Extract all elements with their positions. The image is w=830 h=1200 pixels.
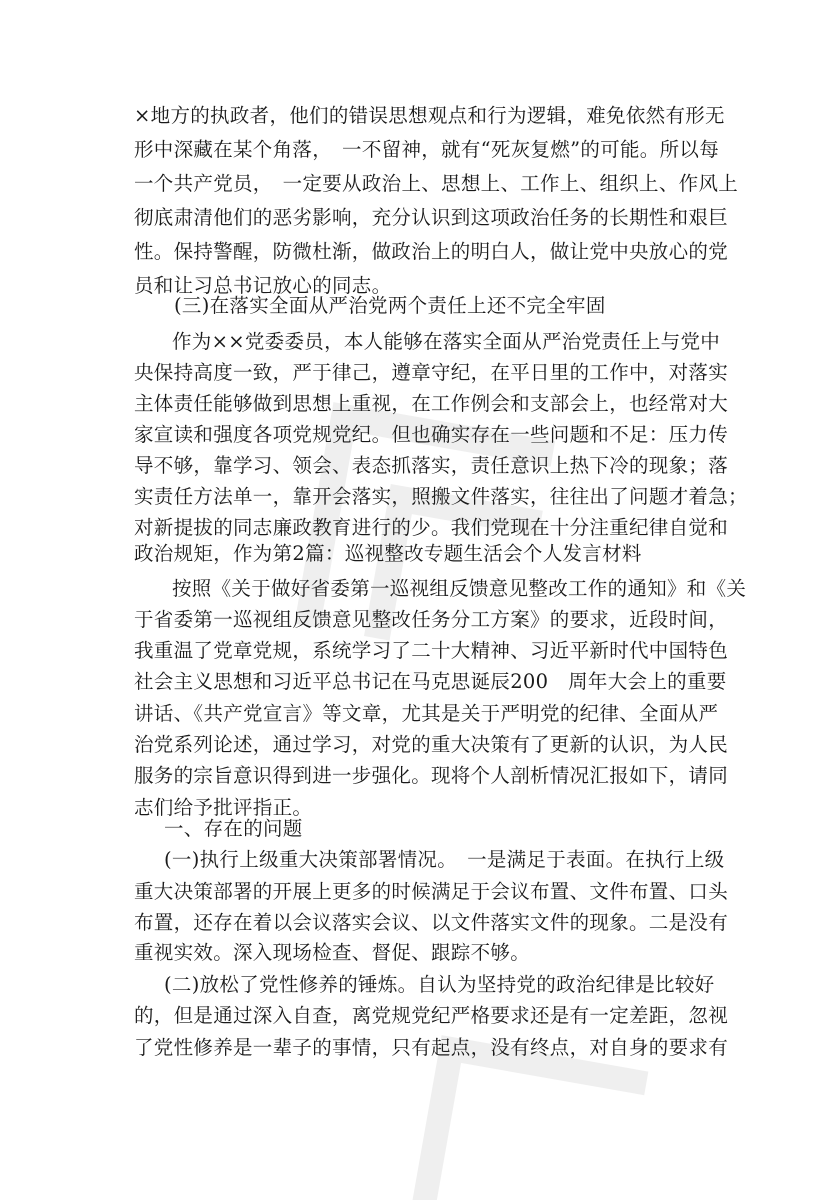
paragraph-line: 性。保持警醒，防微杜渐，做政治上的明白人，做让党中央放心的党 <box>134 240 729 263</box>
paragraph-line: 形中深藏在某个角落， 一不留神，就有“死灰复燃”的可能。所以每 <box>134 138 719 161</box>
paragraph-line: 重视实效。深入现场检查、督促、跟踪不够。 <box>134 941 531 964</box>
paragraph-line: 的，但是通过深入自查，离党规党纪严格要求还是有一定差距，忽视 <box>134 1004 729 1027</box>
paragraph-line: 社会主义思想和习近平总书记在马克思诞辰200 周年大会上的重要 <box>134 670 727 693</box>
paragraph-line: 服务的宗旨意识得到进一步强化。现将个人剖析情况汇报如下，请同 <box>134 764 729 787</box>
paragraph-line: 了党性修养是一辈子的事情，只有起点，没有终点，对自身的要求有 <box>134 1036 729 1059</box>
paragraph-line: 彻底肃清他们的恶劣影响，充分认识到这项政治任务的长期性和艰巨 <box>134 206 729 229</box>
paragraph-line: 主体责任能够做到思想上重视，在工作例会和支部会上，也经常对大 <box>134 392 729 415</box>
section-heading: 一、存在的问题 <box>164 817 303 840</box>
paragraph-line: 央保持高度一致，严于律己，遵章守纪，在平日里的工作中，对落实 <box>134 361 729 384</box>
paragraph-line: 家宣读和强度各项党规党纪。但也确实存在一些问题和不足：压力传 <box>134 423 729 446</box>
paragraph-line: 重大决策部署的开展上更多的时候满足于会议布置、文件布置、口头 <box>134 880 729 903</box>
paragraph-line: 员和让习总书记放心的同志。 <box>134 274 392 297</box>
paragraph-line: 导不够，靠学习、领会、表态抓落实，责任意识上热下冷的现象；落 <box>134 454 729 477</box>
section-heading: (三)在落实全面从严治党两个责任上还不完全牢固 <box>174 294 606 317</box>
paragraph-line: 政治规矩，作为第2篇：巡视整改专题生活会个人发言材料 <box>134 542 642 565</box>
paragraph-line: 讲话、《共产党宣言》等文章，尤其是关于严明党的纪律、全面从严 <box>134 702 719 725</box>
paragraph-line: 一个共产党员， 一定要从政治上、思想上、工作上、组织上、作风上 <box>134 172 739 195</box>
paragraph-line: ×地方的执政者，他们的错误思想观点和行为逻辑，难免依然有形无 <box>134 104 725 127</box>
paragraph-line: 实责任方法单一，靠开会落实，照搬文件落实，往往出了问题才着急； <box>134 485 748 508</box>
paragraph-line: 治党系列论述，通过学习，对党的重大决策有了更新的认识，为人民 <box>134 733 729 756</box>
paragraph-line: (一)执行上级重大决策部署情况。 一是满足于表面。在执行上级 <box>164 848 725 871</box>
paragraph-line: 志们给予批评指正。 <box>134 796 313 819</box>
paragraph-line: 于省委第一巡视组反馈意见整改任务分工方案》的要求，近段时间， <box>134 608 729 631</box>
paragraph-line: 作为××党委委员，本人能够在落实全面从严治党责任上与党中 <box>172 330 721 353</box>
paragraph-line: 按照《关于做好省委第一巡视组反馈意见整改工作的通知》和《关 <box>172 577 747 600</box>
paragraph-line: 布置，还存在着以会议落实会议、以文件落实文件的现象。二是没有 <box>134 911 729 934</box>
paragraph-line: (二)放松了党性修养的锤炼。自认为坚持党的政治纪律是比较好 <box>164 973 715 996</box>
paragraph-line: 对新提拔的同志廉政教育进行的少。我们党现在十分注重纪律自觉和 <box>134 516 729 539</box>
paragraph-line: 我重温了党章党规，系统学习了二十大精神、习近平新时代中国特色 <box>134 639 729 662</box>
